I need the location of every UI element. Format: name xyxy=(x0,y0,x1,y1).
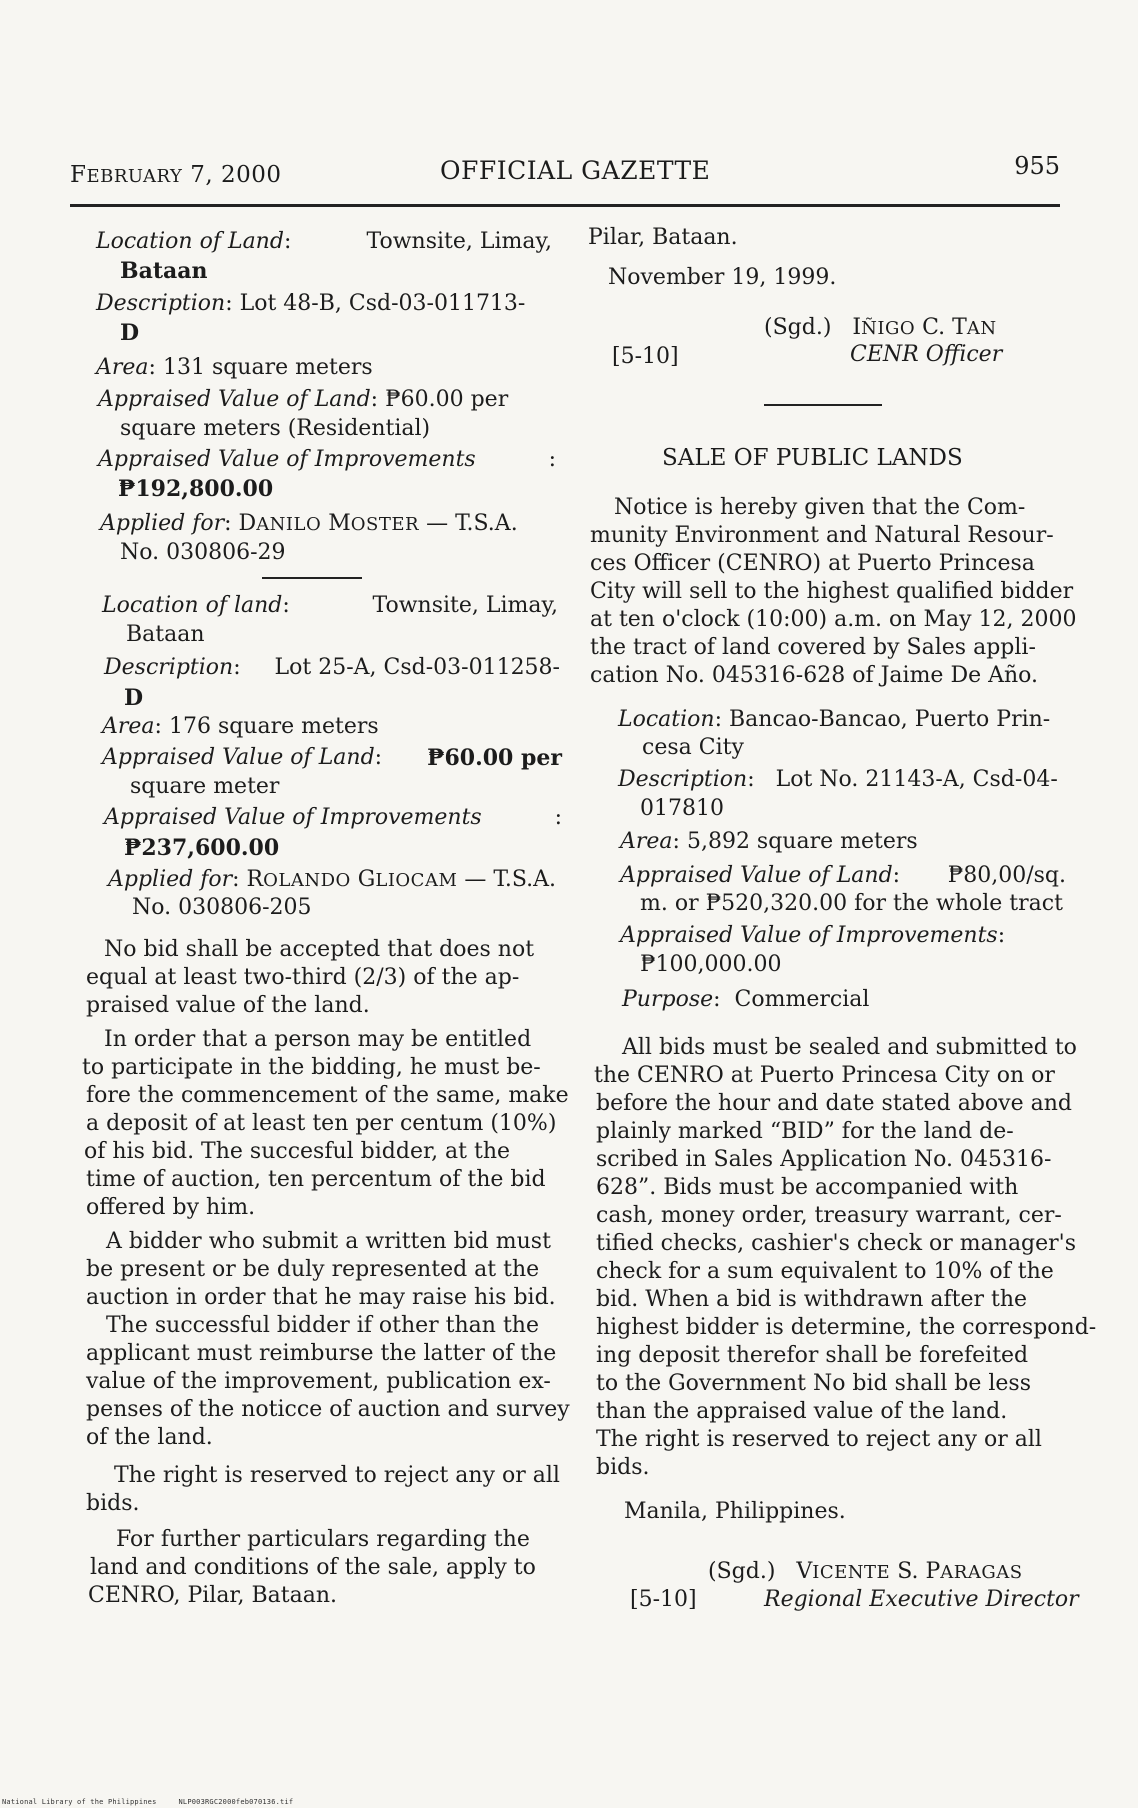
lot2-area: Area: 176 square meters xyxy=(102,714,379,739)
text-line: ces Officer (CENRO) at Puerto Princesa xyxy=(590,551,1035,576)
text-line: the tract of land covered by Sales appli- xyxy=(590,635,1036,660)
reference-code-2: [5-10] xyxy=(630,1587,697,1612)
lot1-applied-for: Applied for: DANILO MOSTER — T.S.A. xyxy=(100,511,518,536)
text-line: The right is reserved to reject any or all xyxy=(596,1427,1042,1452)
text-line: City will sell to the highest qualified bidder xyxy=(590,579,1074,604)
text-line: 628”. Bids must be accompanied with xyxy=(596,1175,1019,1200)
text-line: than the appraised value of the land. xyxy=(596,1399,1008,1424)
lot1-location: Location of Land: Townsite, Limay, xyxy=(96,229,552,254)
notice-date: November 19, 1999. xyxy=(608,265,837,290)
text-line: No bid shall be accepted that does not xyxy=(104,937,535,962)
text-line: tified checks, cashier's check or manager's xyxy=(596,1231,1077,1256)
lot2-applied-for: Applied for: ROLANDO GLIOCAM — T.S.A. xyxy=(108,867,556,892)
text-line: equal at least two-third (2/3) of the ap- xyxy=(86,965,520,990)
signer-title-2: Regional Executive Director xyxy=(764,1587,1079,1612)
text-line: to participate in the bidding, he must be- xyxy=(82,1055,541,1080)
publication-title: OFFICIAL GAZETTE xyxy=(440,156,711,185)
lot1-description: Description: Lot 48-B, Csd-03-011713- xyxy=(96,291,526,316)
library-credit: National Library of the Philippines xyxy=(2,1798,157,1806)
text-line: to the Government No bid shall be less xyxy=(596,1371,1031,1396)
text-line: value of the improvement, publication ex- xyxy=(86,1369,551,1394)
lot2-location: Location of land: Townsite, Limay, xyxy=(102,593,558,618)
text-line: scribed in Sales Application No. 045316- xyxy=(596,1147,1052,1172)
text-line: The successful bidder if other than the xyxy=(106,1313,539,1338)
continued-location: Pilar, Bataan. xyxy=(588,225,738,250)
text-line: The right is reserved to reject any or all xyxy=(114,1463,560,1488)
text-line: A bidder who submit a written bid must xyxy=(106,1229,551,1254)
text-line: bids. xyxy=(86,1491,140,1516)
text-line: the CENRO at Puerto Princesa City on or xyxy=(594,1063,1055,1088)
lot1-land-value: Appraised Value of Land: ₱60.00 per xyxy=(98,387,509,412)
lot1-description-cont: D xyxy=(120,320,140,346)
lot2-description-cont: D xyxy=(124,685,144,711)
tract-description-cont: 017810 xyxy=(640,796,724,821)
lot1-location-cont: Bataan xyxy=(120,258,208,284)
text-line: check for a sum equivalent to 10% of the xyxy=(596,1259,1054,1284)
tract-area: Area: 5,892 square meters xyxy=(620,829,918,854)
tract-improvements: Appraised Value of Improvements: xyxy=(620,923,1006,948)
text-line: offered by him. xyxy=(86,1195,256,1220)
scan-footer xyxy=(2,1798,315,1806)
text-line: bids. xyxy=(596,1455,650,1480)
reference-code: [5-10] xyxy=(612,344,679,369)
signature-line: (Sgd.) IÑIGO C. TAN xyxy=(764,315,997,340)
issue-date: FEBRUARY 7, 2000 xyxy=(70,162,282,188)
text-line: praised value of the land. xyxy=(86,993,370,1018)
lot2-improvements-value: ₱237,600.00 xyxy=(124,835,280,861)
text-line: highest bidder is determine, the correspond- xyxy=(596,1315,1097,1340)
tract-location: Location: Bancao-Bancao, Puerto Prin- xyxy=(618,707,1051,732)
text-line: auction in order that he may raise his bid. xyxy=(86,1285,556,1310)
text-line: penses of the noticce of auction and survey xyxy=(86,1397,570,1422)
text-line: of the land. xyxy=(86,1425,213,1450)
tract-land-value-cont: m. or ₱520,320.00 for the whole tract xyxy=(640,891,1063,916)
text-line: For further particulars regarding the xyxy=(116,1527,530,1552)
tract-description: Description: Lot No. 21143-A, Csd-04- xyxy=(618,767,1058,792)
running-header xyxy=(70,150,1060,190)
lot1-improvements: Appraised Value of Improvements : xyxy=(98,447,556,472)
text-line: CENRO, Pilar, Bataan. xyxy=(88,1583,338,1608)
tract-improvements-value: ₱100,000.00 xyxy=(640,952,782,977)
text-line: fore the commencement of the same, make xyxy=(86,1083,569,1108)
header-rule xyxy=(70,204,1060,207)
text-line: before the hour and date stated above and xyxy=(596,1091,1072,1116)
lot1-land-value-cont: square meters (Residential) xyxy=(120,416,431,441)
text-line: ing deposit therefor shall be forefeited xyxy=(596,1343,1029,1368)
place-line: Manila, Philippines. xyxy=(624,1499,846,1524)
lot1-applied-no: No. 030806-29 xyxy=(120,540,286,565)
tract-location-cont: cesa City xyxy=(642,735,744,760)
text-line: at ten o'clock (10:00) a.m. on May 12, 2000 xyxy=(590,607,1077,632)
text-line: of his bid. The succesful bidder, at the xyxy=(84,1139,511,1164)
text-line: a deposit of at least ten per centum (10%) xyxy=(86,1111,557,1136)
lot2-improvements: Appraised Value of Improvements : xyxy=(104,805,562,830)
text-line: cash, money order, treasury warrant, cer- xyxy=(596,1203,1062,1228)
text-line: bid. When a bid is withdrawn after the xyxy=(596,1287,1028,1312)
scan-filename: NLP003RGC2000feb070136.tif xyxy=(178,1798,294,1806)
lot-separator xyxy=(262,577,362,579)
text-line: Notice is hereby given that the Com- xyxy=(614,495,1026,520)
text-line: plainly marked “BID” for the land de- xyxy=(596,1119,1014,1144)
text-line: applicant must reimburse the latter of the xyxy=(86,1341,557,1366)
lot2-applied-no: No. 030806-205 xyxy=(132,895,312,920)
signer-title: CENR Officer xyxy=(850,342,1003,367)
text-line: time of auction, ten percentum of the bid xyxy=(86,1167,546,1192)
text-line: munity Environment and Natural Resour- xyxy=(590,523,1054,548)
lot1-improvements-value: ₱192,800.00 xyxy=(118,476,274,502)
page-number: 955 xyxy=(1014,152,1060,180)
lot2-land-value-cont: square meter xyxy=(130,774,280,799)
text-line: be present or be duly represented at the xyxy=(86,1257,540,1282)
lot2-location-cont: Bataan xyxy=(126,622,205,647)
text-line: land and conditions of the sale, apply to xyxy=(90,1555,536,1580)
section-heading: SALE OF PUBLIC LANDS xyxy=(662,445,963,471)
lot1-area: Area: 131 square meters xyxy=(96,355,373,380)
lot2-land-value: Appraised Value of Land: ₱60.00 per xyxy=(102,745,562,771)
tract-purpose: Purpose: Commercial xyxy=(622,987,870,1012)
text-line: All bids must be sealed and submitted to xyxy=(622,1035,1077,1060)
lot2-description: Description: Lot 25-A, Csd-03-011258- xyxy=(104,655,560,680)
tract-land-value: Appraised Value of Land: ₱80,00/sq. xyxy=(620,863,1066,888)
section-separator xyxy=(764,404,882,406)
text-line: cation No. 045316-628 of Jaime De Año. xyxy=(590,663,1039,688)
text-line: In order that a person may be entitled xyxy=(104,1027,532,1052)
signature-line-2: (Sgd.) VICENTE S. PARAGAS xyxy=(708,1559,1023,1584)
